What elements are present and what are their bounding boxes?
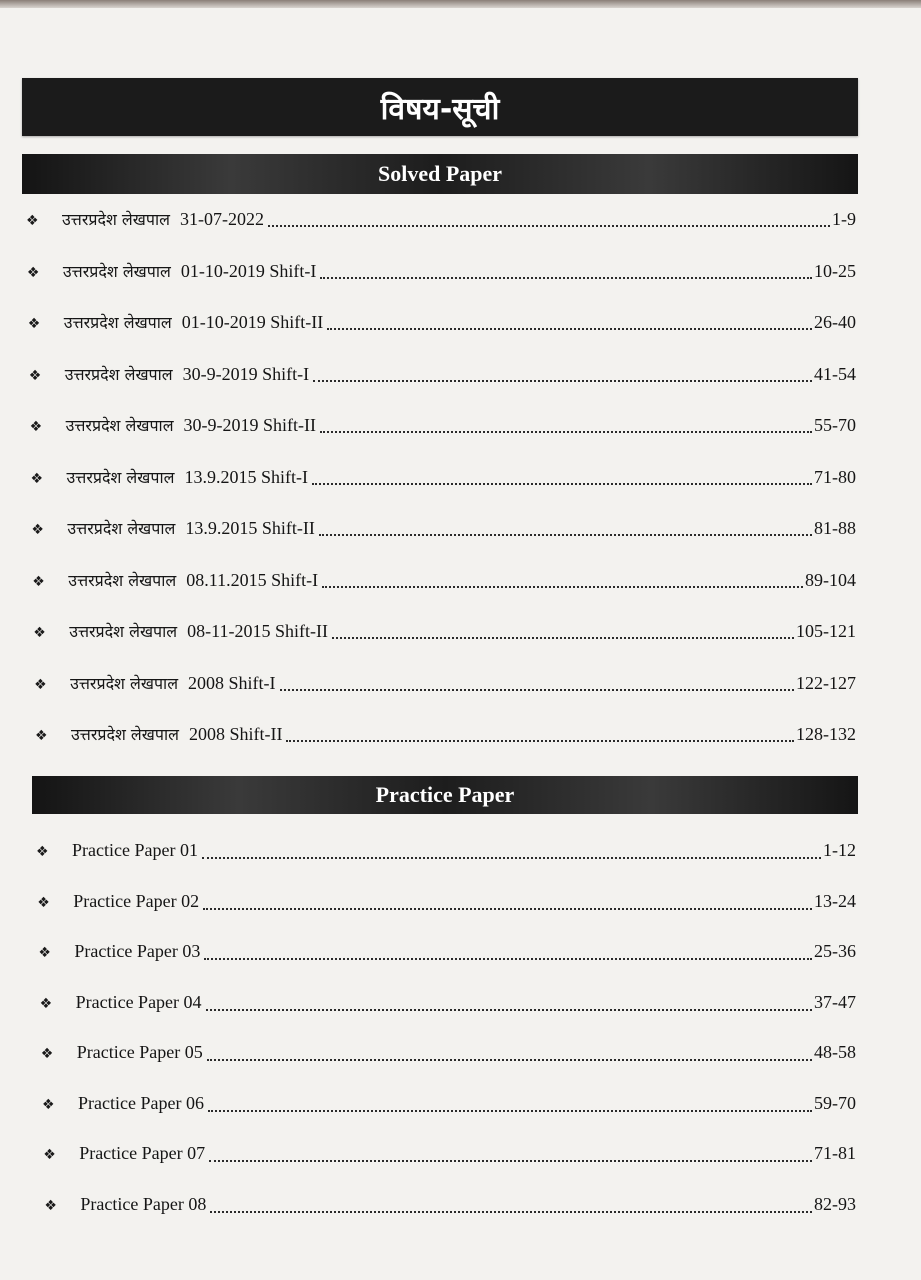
toc-entry	[28, 311, 856, 341]
toc-entry-exam-name: उत्तरप्रदेश लेखपाल	[66, 467, 175, 487]
toc-entry-page-range: 25-36	[813, 941, 856, 961]
diamond-bullet-icon: ❖	[30, 470, 44, 487]
toc-entry-title: Practice Paper 02	[73, 890, 200, 911]
toc-entry-label	[62, 208, 264, 230]
toc-entry-title: 31-07-2022	[179, 209, 264, 229]
toc-entry-page-range: 105-121	[795, 621, 856, 641]
toc-entry-title: 2008 Shift-II	[188, 724, 283, 744]
diamond-bullet-icon: ❖	[38, 945, 51, 961]
toc-entry-page-range: 48-58	[813, 1042, 856, 1062]
dot-leader	[322, 586, 803, 588]
diamond-bullet-icon: ❖	[44, 1197, 57, 1214]
toc-entry	[29, 363, 856, 393]
dot-leader	[320, 431, 812, 433]
dot-leader	[286, 740, 794, 742]
toc-entry-title: Practice Paper 07	[79, 1143, 206, 1163]
diamond-bullet-icon: ❖	[37, 894, 50, 911]
diamond-bullet-icon: ❖	[31, 522, 44, 538]
toc-entry	[33, 620, 856, 650]
diamond-bullet-icon: ❖	[40, 1046, 54, 1062]
toc-entry-label	[71, 723, 282, 745]
toc-entry	[31, 517, 856, 547]
section-header-solved-paper: Solved Paper	[22, 154, 858, 194]
toc-entry-label	[69, 620, 328, 642]
toc-entry-title: 01-10-2019 Shift-I	[180, 260, 317, 281]
dot-leader	[202, 857, 821, 859]
toc-entry	[32, 569, 856, 599]
toc-entry-label	[67, 466, 308, 488]
dot-leader	[204, 958, 812, 960]
dot-leader	[319, 534, 812, 536]
toc-entry-page-range: 1-9	[832, 209, 856, 229]
toc-entry	[27, 260, 856, 290]
toc-entry-exam-name: उत्तरप्रदेश लेखपाल	[62, 210, 170, 229]
toc-entry-page-range: 81-88	[813, 518, 856, 538]
toc-entry-page-range: 26-40	[813, 312, 856, 332]
diamond-bullet-icon: ❖	[36, 844, 49, 860]
diamond-bullet-icon: ❖	[33, 625, 46, 641]
toc-entry-page-range: 122-127	[795, 672, 856, 693]
toc-entry-exam-name: उत्तरप्रदेश लेखपाल	[62, 261, 171, 281]
toc-entry-page-range: 128-132	[796, 724, 856, 744]
section-header-practice-paper: Practice Paper	[32, 776, 858, 814]
dot-leader	[268, 225, 830, 227]
toc-entry-title: 30-9-2019 Shift-I	[182, 363, 310, 384]
toc-entry-page-range: 1-12	[823, 840, 856, 860]
toc-entry-exam-name: उत्तरप्रदेश लेखपाल	[69, 622, 178, 641]
diamond-bullet-icon: ❖	[35, 728, 48, 744]
toc-entry-label	[77, 1042, 203, 1063]
toc-entry-page-range: 71-80	[814, 466, 856, 487]
toc-entry	[34, 672, 856, 702]
toc-entry-title: 01-10-2019 Shift-II	[181, 312, 324, 332]
toc-entry-exam-name: उत्तरप्रदेश लेखपाल	[64, 364, 173, 384]
dot-leader	[280, 689, 794, 691]
toc-entry	[42, 1093, 856, 1123]
toc-entry-page-range: 55-70	[813, 415, 856, 435]
diamond-bullet-icon: ❖	[43, 1147, 56, 1163]
toc-entry	[41, 1042, 856, 1072]
toc-entry-page-range: 37-47	[813, 991, 856, 1012]
toc-entry-title: Practice Paper 06	[78, 1092, 204, 1113]
toc-entry-label	[63, 260, 316, 282]
toc-entry-page-range: 41-54	[813, 363, 856, 384]
toc-entry-page-range: 71-81	[813, 1143, 856, 1163]
toc-entry-title: 08-11-2015 Shift-II	[187, 621, 328, 641]
toc-entry-label	[67, 517, 314, 539]
toc-entry-title: Practice Paper 05	[76, 1042, 203, 1062]
toc-entry-page-range: 82-93	[813, 1193, 856, 1214]
diamond-bullet-icon: ❖	[26, 213, 39, 229]
toc-entry-exam-name: उत्तरप्रदेश लेखपाल	[63, 313, 172, 332]
toc-entry-title: Practice Paper 03	[74, 941, 201, 961]
toc-entry-exam-name: उत्तरप्रदेश लेखपाल	[70, 673, 179, 693]
toc-entry-exam-name: उत्तरप्रदेश लेखपाल	[68, 570, 177, 590]
toc-entry-page-range: 59-70	[814, 1092, 856, 1113]
toc-entry-title: 13.9.2015 Shift-II	[185, 518, 315, 538]
toc-entry	[38, 941, 856, 971]
toc-entry-label	[74, 941, 200, 962]
dot-leader	[206, 1009, 812, 1011]
dot-leader	[208, 1110, 812, 1112]
diamond-bullet-icon: ❖	[32, 573, 45, 590]
toc-entry-label	[79, 1143, 205, 1164]
diamond-bullet-icon: ❖	[39, 995, 53, 1012]
diamond-bullet-icon: ❖	[34, 676, 47, 693]
dot-leader	[207, 1059, 812, 1061]
toc-entry-label	[80, 1194, 206, 1215]
page-title: विषय-सूची	[22, 78, 858, 136]
toc-entry-exam-name: उत्तरप्रदेश लेखपाल	[65, 416, 174, 435]
dot-leader	[313, 380, 812, 382]
toc-entry	[31, 466, 857, 496]
dot-leader	[312, 483, 812, 485]
dot-leader	[209, 1160, 812, 1162]
toc-entry	[37, 891, 856, 921]
toc-entry	[35, 723, 856, 753]
dot-leader	[320, 277, 812, 279]
diamond-bullet-icon: ❖	[27, 316, 41, 332]
toc-entry-title: 08.11.2015 Shift-I	[186, 569, 319, 590]
toc-entry-title: Practice Paper 04	[75, 991, 202, 1012]
toc-entry-label	[72, 840, 198, 861]
dot-leader	[327, 328, 812, 330]
diamond-bullet-icon: ❖	[28, 367, 42, 384]
toc-entry	[36, 840, 856, 870]
toc-entry-label	[64, 311, 323, 333]
dot-leader	[210, 1211, 812, 1213]
toc-entry-exam-name: उत्तरप्रदेश लेखपाल	[67, 519, 176, 538]
toc-entry-label	[73, 891, 199, 912]
toc-entry	[26, 208, 856, 238]
toc-entry-page-range: 89-104	[804, 569, 856, 590]
toc-entry-label	[66, 414, 316, 436]
toc-entry-label	[78, 1093, 204, 1114]
diamond-bullet-icon: ❖	[29, 419, 43, 435]
toc-entry-page-range: 10-25	[813, 260, 856, 281]
toc-entry	[43, 1143, 856, 1173]
toc-entry-title: 2008 Shift-I	[188, 672, 276, 693]
dot-leader	[332, 637, 794, 639]
diamond-bullet-icon: ❖	[42, 1096, 55, 1113]
toc-entry-label	[76, 992, 202, 1013]
dot-leader	[203, 908, 812, 910]
toc-entry-label	[68, 569, 318, 591]
toc-entry-label	[70, 672, 275, 694]
toc-entry-title: 13.9.2015 Shift-I	[184, 466, 308, 487]
toc-entry-label	[65, 363, 309, 385]
toc-entry-page-range: 13-24	[813, 890, 856, 911]
toc-entry-exam-name: उत्तरप्रदेश लेखपाल	[71, 725, 179, 744]
toc-entry	[44, 1194, 856, 1224]
toc-entry-title: 30-9-2019 Shift-II	[183, 415, 317, 435]
toc-entry-title: Practice Paper 08	[80, 1193, 207, 1214]
toc-entry	[30, 414, 856, 444]
toc-entry-title: Practice Paper 01	[72, 840, 198, 860]
diamond-bullet-icon: ❖	[26, 264, 40, 281]
toc-entry	[40, 992, 856, 1022]
